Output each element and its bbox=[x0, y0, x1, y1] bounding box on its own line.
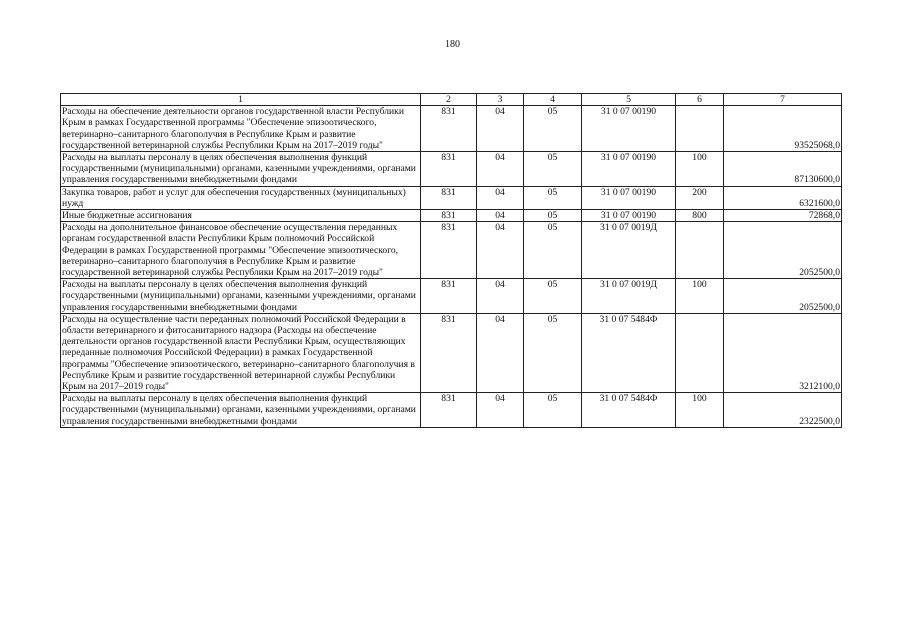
subsection-code: 05 bbox=[524, 279, 582, 314]
table-row bbox=[61, 186, 842, 209]
row-description: Закупка товаров, работ и услуг для обеспечения государственных (муниципальных) нужд bbox=[61, 186, 421, 209]
column-header: 6 bbox=[676, 94, 724, 106]
section-code: 04 bbox=[477, 106, 524, 152]
row-description: Расходы на выплаты персоналу в целях обеспечения выполнения функций государственными (муниципальными) органами, казенными учреждениями, органами управления государственными внебюджетными фондами bbox=[61, 393, 421, 428]
ministry-code: 831 bbox=[421, 313, 477, 392]
ministry-code: 831 bbox=[421, 106, 477, 152]
target-article-code: 31 0 07 00190 bbox=[582, 210, 676, 222]
target-article-code: 31 0 07 00190 bbox=[582, 152, 676, 187]
section-code: 04 bbox=[477, 152, 524, 187]
column-header: 5 bbox=[582, 94, 676, 106]
table-row bbox=[61, 106, 842, 152]
expense-type-code: 100 bbox=[676, 393, 724, 428]
column-header: 1 bbox=[61, 94, 421, 106]
subsection-code: 05 bbox=[524, 222, 582, 279]
row-description: Расходы на обеспечение деятельности органов государственной власти Республики Крым в рамках Государственной программы "Обеспечение эпизоотического, ветеринарно–санитарного благополучия в Республике Крым и развитие государственной ветеринарной службы Республики Крым на 2017–2019 годы" bbox=[61, 106, 421, 152]
table-row bbox=[61, 313, 842, 392]
subsection-code: 05 bbox=[524, 106, 582, 152]
row-description: Расходы на дополнительное финансовое обеспечение осуществления переданных органам государственной власти Республики Крым полномочий Российской Федерации в рамках Государственной программы "Обеспечение эпизоотического, ветеринарно–санитарного благополучия в Республике Крым и развитие государственной ветеринарной службы Республики Крым на 2017–2019 годы" bbox=[61, 222, 421, 279]
subsection-code: 05 bbox=[524, 186, 582, 209]
budget-table bbox=[60, 93, 842, 428]
amount: 2322500,0 bbox=[724, 393, 842, 428]
ministry-code: 831 bbox=[421, 152, 477, 187]
amount: 93525068,0 bbox=[724, 106, 842, 152]
target-article-code: 31 0 07 00190 bbox=[582, 186, 676, 209]
table-header-row bbox=[61, 94, 842, 106]
ministry-code: 831 bbox=[421, 393, 477, 428]
expense-type-code: 200 bbox=[676, 186, 724, 209]
expense-type-code bbox=[676, 222, 724, 279]
section-code: 04 bbox=[477, 393, 524, 428]
amount: 72868,0 bbox=[724, 210, 842, 222]
section-code: 04 bbox=[477, 222, 524, 279]
page-number: 180 bbox=[445, 39, 460, 50]
target-article-code: 31 0 07 5484Ф bbox=[582, 393, 676, 428]
amount: 2052500,0 bbox=[724, 279, 842, 314]
table-row bbox=[61, 222, 842, 279]
amount: 3212100,0 bbox=[724, 313, 842, 392]
row-description: Иные бюджетные ассигнования bbox=[61, 210, 421, 222]
row-description: Расходы на выплаты персоналу в целях обеспечения выполнения функций государственными (муниципальными) органами, казенными учреждениями, органами управления государственными внебюджетными фондами bbox=[61, 279, 421, 314]
column-header: 7 bbox=[724, 94, 842, 106]
table-row bbox=[61, 210, 842, 222]
section-code: 04 bbox=[477, 313, 524, 392]
section-code: 04 bbox=[477, 186, 524, 209]
subsection-code: 05 bbox=[524, 313, 582, 392]
ministry-code: 831 bbox=[421, 210, 477, 222]
subsection-code: 05 bbox=[524, 152, 582, 187]
expense-type-code bbox=[676, 313, 724, 392]
row-description: Расходы на выплаты персоналу в целях обеспечения выполнения функций государственными (муниципальными) органами, казенными учреждениями, органами управления государственными внебюджетными фондами bbox=[61, 152, 421, 187]
column-header: 4 bbox=[524, 94, 582, 106]
target-article-code: 31 0 07 0019Д bbox=[582, 279, 676, 314]
target-article-code: 31 0 07 5484Ф bbox=[582, 313, 676, 392]
ministry-code: 831 bbox=[421, 279, 477, 314]
amount: 6321600,0 bbox=[724, 186, 842, 209]
expense-type-code bbox=[676, 106, 724, 152]
column-header: 3 bbox=[477, 94, 524, 106]
ministry-code: 831 bbox=[421, 186, 477, 209]
table-row bbox=[61, 279, 842, 314]
table-row bbox=[61, 152, 842, 187]
column-header: 2 bbox=[421, 94, 477, 106]
section-code: 04 bbox=[477, 279, 524, 314]
subsection-code: 05 bbox=[524, 210, 582, 222]
expense-type-code: 100 bbox=[676, 279, 724, 314]
expense-type-code: 800 bbox=[676, 210, 724, 222]
amount: 87130600,0 bbox=[724, 152, 842, 187]
subsection-code: 05 bbox=[524, 393, 582, 428]
target-article-code: 31 0 07 00190 bbox=[582, 106, 676, 152]
section-code: 04 bbox=[477, 210, 524, 222]
target-article-code: 31 0 07 0019Д bbox=[582, 222, 676, 279]
row-description: Расходы на осуществление части переданных полномочий Российской Федерации в области ветеринарного и фитосанитарного надзора (Расходы на обеспечение деятельности органов государственной власти Республики Крым, осуществляющих переданные полномочия Российской Федерации) в рамках Государственной программы "Обеспечение эпизоотического, ветеринарно–санитарного благополучия в Республике Крым и развитие государственной ветеринарной службы Республики Крым на 2017–2019 годы" bbox=[61, 313, 421, 392]
amount: 2052500,0 bbox=[724, 222, 842, 279]
ministry-code: 831 bbox=[421, 222, 477, 279]
expense-type-code: 100 bbox=[676, 152, 724, 187]
table-row bbox=[61, 393, 842, 428]
